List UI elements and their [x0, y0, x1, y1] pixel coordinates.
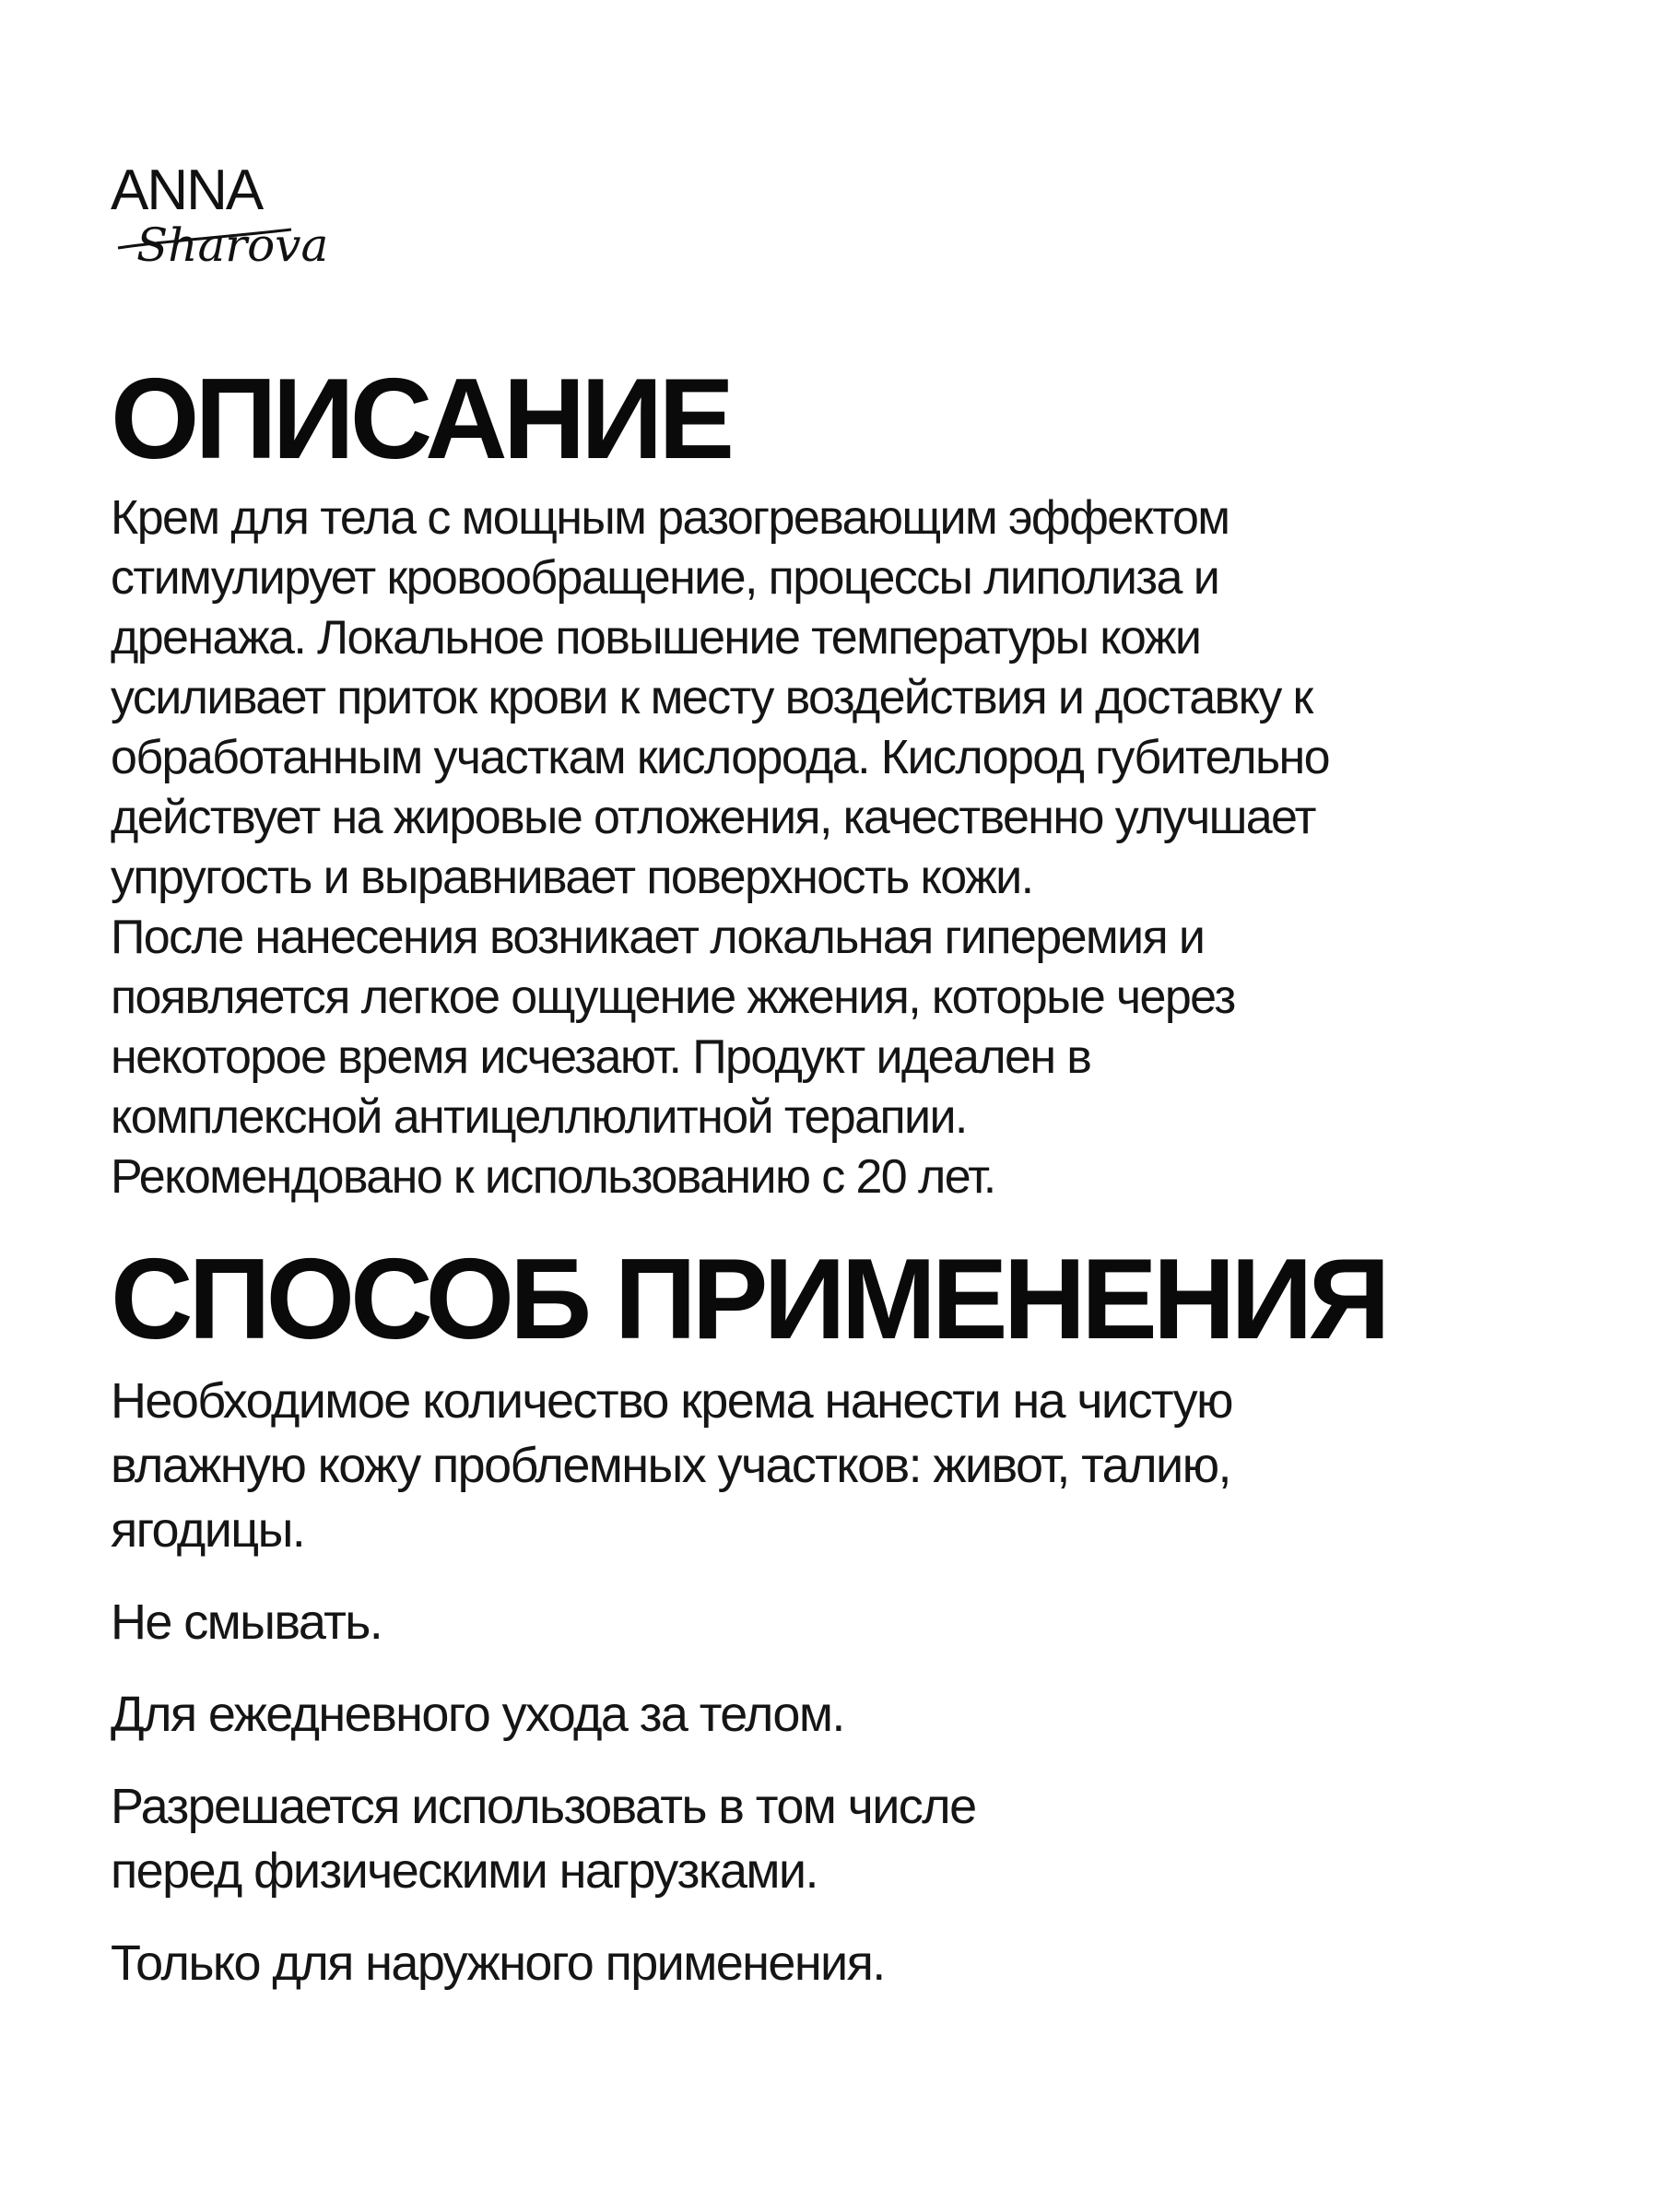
description-line: стимулирует кровообращение, процессы липолиза и: [111, 551, 1219, 605]
description-heading: ОПИСАНИЕ: [111, 356, 731, 483]
usage-line: Не смывать.: [111, 1594, 382, 1650]
usage-line: Разрешается использовать в том числе: [111, 1779, 976, 1834]
logo-script-text: Sharova: [136, 218, 329, 272]
usage-paragraph: [111, 1590, 1585, 1654]
description-line: комплексной антицеллюлитной терапии.: [111, 1090, 967, 1144]
description-line: обработанным участкам кислорода. Кислород губительно: [111, 731, 1329, 784]
usage-line: Для ежедневного ухода за телом.: [111, 1687, 844, 1742]
usage-section: [111, 1230, 1585, 2023]
usage-paragraph: [111, 1369, 1585, 1562]
description-line: усиливает приток крови к месту воздействия и доставку к: [111, 671, 1312, 724]
description-line: упругость и выравнивает поверхность кожи.: [111, 851, 1033, 904]
description-line: Рекомендовано к использованию с 20 лет.: [111, 1150, 995, 1204]
usage-heading: СПОСОБ ПРИМЕНЕНИЯ: [111, 1236, 1386, 1363]
brand-logo: [111, 152, 329, 290]
usage-line: ягодицы.: [111, 1502, 305, 1558]
description-text: [111, 488, 1585, 1207]
description-line: После нанесения возникает локальная гиперемия и: [111, 911, 1205, 964]
description-line: некоторое время исчезают. Продукт идеален в: [111, 1030, 1091, 1084]
usage-line: Необходимое количество крема нанести на чистую: [111, 1373, 1232, 1429]
description-line: действует на жировые отложения, качественно улучшает: [111, 791, 1315, 844]
description-line: Крем для тела с мощным разогревающим эффектом: [111, 491, 1230, 545]
description-line: появляется легкое ощущение жжения, которые через: [111, 971, 1235, 1024]
usage-line: влажную кожу проблемных участков: живот, талию,: [111, 1438, 1230, 1493]
usage-line: Только для наружного применения.: [111, 1936, 885, 1991]
usage-paragraph: [111, 1682, 1585, 1747]
logo-top-text: ANNA: [111, 159, 263, 222]
description-line: дренажа. Локальное повышение температуры кожи: [111, 611, 1201, 665]
usage-line: перед физическими нагрузками.: [111, 1843, 818, 1899]
description-section: [111, 350, 1585, 1207]
usage-paragraph: [111, 1931, 1585, 1995]
usage-paragraph: [111, 1774, 1585, 1903]
brand-logo-mark: [111, 152, 329, 290]
